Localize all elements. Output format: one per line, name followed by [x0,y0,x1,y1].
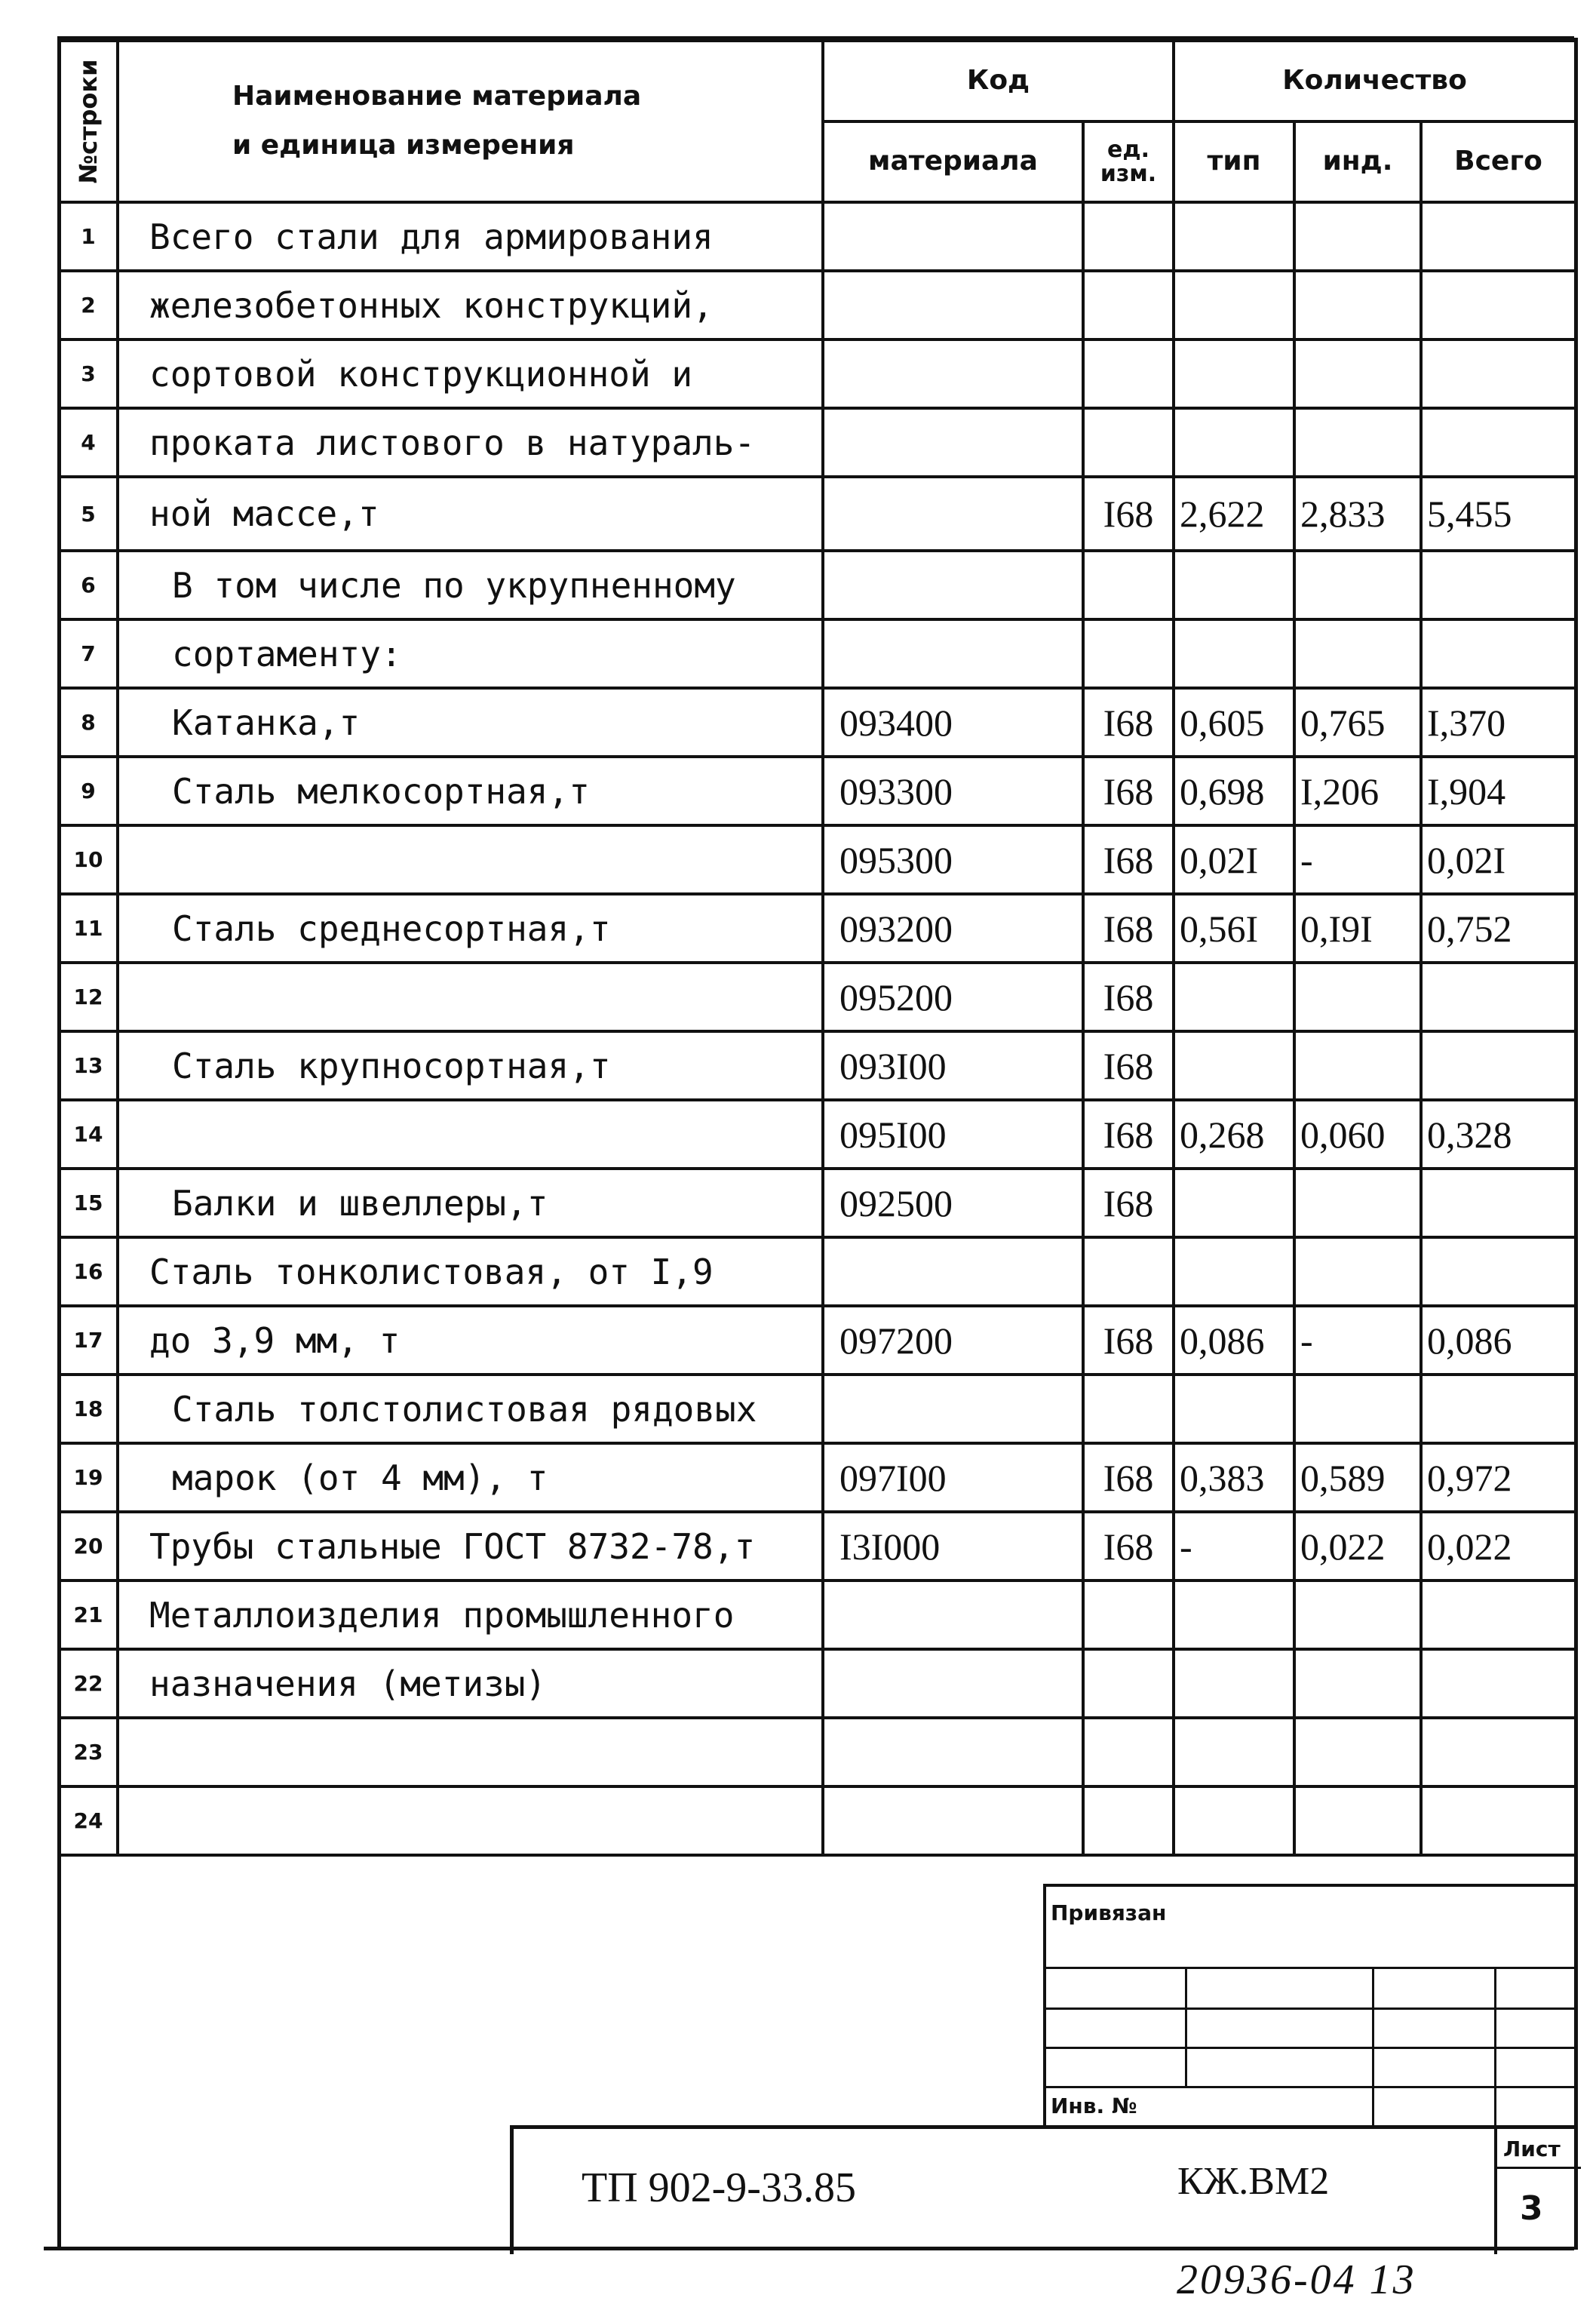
material-name [118,825,823,894]
row-number: 21 [59,1580,118,1649]
unit-code [1083,1649,1174,1718]
table-row [59,1718,1576,1786]
row-number: 11 [59,894,118,963]
material-code [823,477,1083,551]
material-code [823,551,1083,619]
table-row [59,1375,1576,1443]
row-number: 5 [59,477,118,551]
quantity-typ: - [1174,1512,1294,1580]
row-number: 23 [59,1718,118,1786]
quantity-ind: 0,765 [1294,688,1421,757]
quantity-typ: 0,605 [1174,688,1294,757]
row-number-label: №строки [74,59,103,184]
stamp-divider [1372,1967,1374,2128]
row-number: 8 [59,688,118,757]
quantity-total [1421,1580,1576,1649]
table-row [59,202,1576,271]
table-row [59,1031,1576,1100]
quantity-typ [1174,1718,1294,1786]
material-code: 093200 [823,894,1083,963]
binding-stamp [1043,1884,1577,2128]
unit-code [1083,271,1174,339]
quantity-total: 0,752 [1421,894,1576,963]
material-name: Балки и швеллеры,т [118,1169,823,1237]
sheet-box [1494,2129,1581,2254]
material-name: проката листового в натураль- [118,408,823,477]
material-code: 092500 [823,1169,1083,1237]
row-number: 2 [59,271,118,339]
row-number: 24 [59,1786,118,1855]
material-name: ной массе,т [118,477,823,551]
quantity-ind [1294,1031,1421,1100]
quantity-typ: 2,622 [1174,477,1294,551]
table-row [59,1512,1576,1580]
sheet-number: 3 [1520,2189,1543,2228]
unit-code: I68 [1083,963,1174,1031]
quantity-ind: 0,589 [1294,1443,1421,1512]
quantity-total [1421,271,1576,339]
row-number: 6 [59,551,118,619]
material-name [118,1786,823,1855]
table-row [59,477,1576,551]
material-name: Металлоизделия промышленного [118,1580,823,1649]
bottom-border [44,2247,1574,2250]
row-number: 19 [59,1443,118,1512]
unit-code [1083,1786,1174,1855]
material-code [823,202,1083,271]
quantity-total: 0,086 [1421,1306,1576,1375]
quantity-total: 5,455 [1421,477,1576,551]
quantity-typ [1174,1375,1294,1443]
stamp-divider [1494,1967,1496,2128]
quantity-total [1421,963,1576,1031]
unit-code [1083,1718,1174,1786]
row-number: 17 [59,1306,118,1375]
row-number: 10 [59,825,118,894]
name-header-line2: и единица измерения [232,130,575,161]
material-code [823,1718,1083,1786]
material-name: Сталь толстолистовая рядовых [118,1375,823,1443]
material-code: 095200 [823,963,1083,1031]
row-number: 13 [59,1031,118,1100]
material-code: 093I00 [823,1031,1083,1100]
material-code [823,619,1083,688]
stamp-line [1046,2086,1577,2088]
quantity-ind [1294,551,1421,619]
material-name: Сталь крупносортная,т [118,1031,823,1100]
unit-header-line1: ед. [1107,137,1149,163]
quantity-typ [1174,1169,1294,1237]
quantity-ind: I,206 [1294,757,1421,825]
unit-code: I68 [1083,1306,1174,1375]
material-name: сортовой конструкционной и [118,339,823,408]
material-name: до 3,9 мм, т [118,1306,823,1375]
material-code: 097200 [823,1306,1083,1375]
material-name: Катанка,т [118,688,823,757]
table-row [59,894,1576,963]
unit-code: I68 [1083,757,1174,825]
unit-code [1083,619,1174,688]
quantity-ind [1294,1786,1421,1855]
material-code [823,408,1083,477]
quantity-typ [1174,1237,1294,1306]
quantity-total [1421,202,1576,271]
quantity-typ [1174,408,1294,477]
unit-code [1083,1237,1174,1306]
unit-code: I68 [1083,688,1174,757]
quantity-typ [1174,1649,1294,1718]
title-block [510,2125,1578,2254]
quantity-total [1421,1169,1576,1237]
quantity-ind [1294,202,1421,271]
stamp-line [1046,2047,1577,2049]
quantity-ind: - [1294,1306,1421,1375]
sheet-label: Лист [1503,2137,1561,2161]
row-number: 16 [59,1237,118,1306]
unit-code [1083,1375,1174,1443]
sheet-divider [1497,2167,1581,2169]
quantity-total [1421,551,1576,619]
typ-header: тип [1174,121,1294,202]
material-name: Сталь среднесортная,т [118,894,823,963]
quantity-ind [1294,619,1421,688]
name-header [118,41,823,202]
quantity-ind [1294,1169,1421,1237]
material-code [823,1237,1083,1306]
material-code [823,271,1083,339]
ind-header: инд. [1294,121,1421,202]
quantity-ind: 0,060 [1294,1100,1421,1169]
material-code [823,339,1083,408]
table-row [59,619,1576,688]
table-row [59,271,1576,339]
table-row [59,963,1576,1031]
quantity-ind [1294,1718,1421,1786]
row-number: 4 [59,408,118,477]
quantity-typ [1174,963,1294,1031]
stamp-inv-label: Инв. № [1051,2094,1137,2118]
material-code [823,1786,1083,1855]
material-name: Всего стали для армирования [118,202,823,271]
quantity-ind: 0,I9I [1294,894,1421,963]
table-row [59,1580,1576,1649]
unit-code: I68 [1083,1169,1174,1237]
row-number: 3 [59,339,118,408]
material-code [823,1649,1083,1718]
unit-header [1083,121,1174,202]
quantity-total [1421,1786,1576,1855]
name-header-line1: Наименование материала [232,81,642,112]
row-number: 15 [59,1169,118,1237]
quantity-total [1421,339,1576,408]
row-number: 9 [59,757,118,825]
stamp-divider [1185,1967,1187,2086]
quantity-total [1421,408,1576,477]
material-code: 095I00 [823,1100,1083,1169]
archive-number: 20936-04 13 [1177,2256,1416,2303]
quantity-total: 0,02I [1421,825,1576,894]
quantity-ind [1294,1375,1421,1443]
table-row [59,688,1576,757]
material-code: 095300 [823,825,1083,894]
quantity-typ: 0,086 [1174,1306,1294,1375]
material-name: марок (от 4 мм), т [118,1443,823,1512]
quantity-ind [1294,408,1421,477]
material-code: 093300 [823,757,1083,825]
quantity-typ: 0,383 [1174,1443,1294,1512]
quantity-typ [1174,202,1294,271]
quantity-typ [1174,339,1294,408]
quantity-ind [1294,1649,1421,1718]
table-row [59,551,1576,619]
table-row [59,757,1576,825]
material-name: назначения (метизы) [118,1649,823,1718]
material-code [823,1580,1083,1649]
row-number-header [59,41,118,202]
table-row [59,1443,1576,1512]
quantity-total: I,370 [1421,688,1576,757]
unit-code [1083,1580,1174,1649]
material-name: В том числе по укрупненному [118,551,823,619]
quantity-ind [1294,271,1421,339]
row-number: 22 [59,1649,118,1718]
quantity-total [1421,619,1576,688]
quantity-ind [1294,963,1421,1031]
stamp-line [1046,2007,1577,2010]
material-name: Сталь тонколистовая, от I,9 [118,1237,823,1306]
material-name [118,1100,823,1169]
stamp-line [1046,1967,1577,1969]
unit-code: I68 [1083,894,1174,963]
quantity-typ [1174,619,1294,688]
unit-code: I68 [1083,825,1174,894]
stamp-bound-label: Привязан [1051,1900,1167,1925]
quantity-typ [1174,1786,1294,1855]
row-number: 14 [59,1100,118,1169]
table-row [59,1786,1576,1855]
quantity-total [1421,1375,1576,1443]
row-number: 18 [59,1375,118,1443]
code-header: Код [823,41,1174,121]
unit-code [1083,202,1174,271]
quantity-ind: - [1294,825,1421,894]
material-name: Трубы стальные ГОСТ 8732-78,т [118,1512,823,1580]
quantity-typ: 0,268 [1174,1100,1294,1169]
table-row [59,1649,1576,1718]
materials-table [57,39,1577,1857]
quantity-total: 0,972 [1421,1443,1576,1512]
table-row [59,339,1576,408]
document-designation: ТП 902-9-33.85 [582,2164,856,2211]
table-row [59,1306,1576,1375]
material-name [118,1718,823,1786]
row-number: 1 [59,202,118,271]
quantity-ind: 0,022 [1294,1512,1421,1580]
table-row [59,1237,1576,1306]
row-number: 12 [59,963,118,1031]
material-name: железобетонных конструкций, [118,271,823,339]
quantity-total [1421,1237,1576,1306]
drawing-code: КЖ.ВМ2 [1177,2160,1330,2203]
quantity-typ [1174,271,1294,339]
quantity-total [1421,1718,1576,1786]
material-name: Сталь мелкосортная,т [118,757,823,825]
quantity-ind [1294,1580,1421,1649]
total-header: Всего [1421,121,1576,202]
unit-code [1083,551,1174,619]
row-number: 20 [59,1512,118,1580]
row-number: 7 [59,619,118,688]
material-name: сортаменту: [118,619,823,688]
quantity-ind [1294,1237,1421,1306]
quantity-ind [1294,339,1421,408]
table-row [59,825,1576,894]
quantity-total [1421,1649,1576,1718]
material-name [118,963,823,1031]
quantity-typ [1174,1031,1294,1100]
unit-header-line2: изм. [1100,160,1157,187]
material-code: 097I00 [823,1443,1083,1512]
quantity-total [1421,1031,1576,1100]
quantity-ind: 2,833 [1294,477,1421,551]
quantity-typ: 0,698 [1174,757,1294,825]
unit-code: I68 [1083,1031,1174,1100]
table-row [59,1100,1576,1169]
material-code: I3I000 [823,1512,1083,1580]
table-row [59,408,1576,477]
material-code-header: материала [823,121,1083,202]
material-code: 093400 [823,688,1083,757]
quantity-typ: 0,02I [1174,825,1294,894]
quantity-total: 0,328 [1421,1100,1576,1169]
material-code [823,1375,1083,1443]
unit-code: I68 [1083,1100,1174,1169]
quantity-typ: 0,56I [1174,894,1294,963]
quantity-header: Количество [1174,41,1576,121]
unit-code: I68 [1083,1443,1174,1512]
quantity-typ [1174,1580,1294,1649]
table-row [59,1169,1576,1237]
unit-code [1083,339,1174,408]
quantity-total: 0,022 [1421,1512,1576,1580]
unit-code: I68 [1083,1512,1174,1580]
unit-code [1083,408,1174,477]
quantity-total: I,904 [1421,757,1576,825]
quantity-typ [1174,551,1294,619]
unit-code: I68 [1083,477,1174,551]
